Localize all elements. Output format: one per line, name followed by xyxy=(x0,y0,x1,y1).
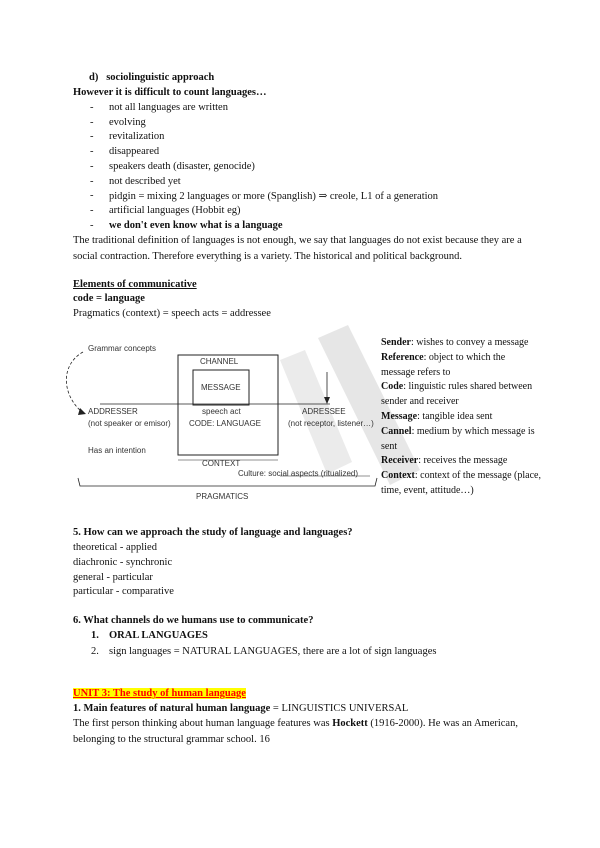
section-d-text: sociolinguistic approach xyxy=(106,72,215,83)
pragmatics-label: PRAGMATICS xyxy=(196,492,249,501)
legend-term: Sender xyxy=(381,337,411,348)
q6-num: 2. xyxy=(91,646,99,657)
list-item: general - particular xyxy=(73,572,153,583)
unit-heading-rest: = LINGUISTICS UNIVERSAL xyxy=(270,703,409,714)
count-heading: However it is difficult to count languages… xyxy=(73,87,267,98)
message-label: MESSAGE xyxy=(201,383,241,392)
speech-act-label: speech act xyxy=(202,407,241,416)
unit-paragraph xyxy=(73,716,535,748)
legend-desc: : medium by which message is sent xyxy=(381,425,535,452)
list-item: diachronic - synchronic xyxy=(73,557,173,568)
bullet-dash: - xyxy=(90,220,94,231)
list-item: speakers death (disaster, genocide) xyxy=(109,161,255,172)
legend-item xyxy=(381,410,541,425)
unit-para-pre: The first person thinking about human language features was xyxy=(73,718,333,729)
legend-desc: : tangible idea sent xyxy=(417,410,493,422)
unit-para-post: (1916-2000). He was an American, belonging to the structural grammar school. 16 xyxy=(73,718,518,745)
unit-title xyxy=(73,688,246,699)
code-line: code = language xyxy=(73,293,145,304)
legend-desc: : wishes to convey a message xyxy=(411,337,529,348)
bullet-dash: - xyxy=(90,176,94,187)
list-item: evolving xyxy=(109,117,146,128)
intention-label: Has an intention xyxy=(88,446,146,455)
legend-desc: : linguistic rules shared between sender and receiver xyxy=(381,381,533,408)
legend-item xyxy=(381,469,541,499)
list-item: disappeared xyxy=(109,146,160,157)
legend-desc: : receives the message xyxy=(418,455,508,467)
legend-term: Context xyxy=(381,470,415,482)
legend-item xyxy=(381,454,541,469)
legend-desc: : object to which the message refers to xyxy=(381,351,506,378)
list-item: sign languages = NATURAL LANGUAGES, there are a lot of sign languages xyxy=(109,646,437,657)
code-label: CODE: LANGUAGE xyxy=(189,419,262,428)
list-item: ORAL LANGUAGES xyxy=(109,630,208,641)
unit-para-bold: Hockett xyxy=(332,718,368,729)
q6-num: 1. xyxy=(91,630,99,641)
list-item: not all languages are written xyxy=(109,102,228,113)
legend-item xyxy=(381,380,541,410)
legend-item xyxy=(381,425,541,455)
legend xyxy=(381,336,541,499)
bullet-dash: - xyxy=(90,146,94,157)
bullet-dash: - xyxy=(90,205,94,216)
list-item: theoretical - applied xyxy=(73,542,157,553)
legend-term: Message xyxy=(381,410,418,422)
pragmatics-line: Pragmatics (context) = speech acts = addressee xyxy=(73,308,271,319)
bullet-dash: - xyxy=(90,102,94,113)
unit-heading xyxy=(73,703,408,714)
q6-heading: 6. What channels do we humans use to communicate? xyxy=(73,615,314,626)
adressee-label: ADRESSEE xyxy=(302,407,346,416)
list-item: revitalization xyxy=(109,131,165,142)
legend-item xyxy=(381,351,541,381)
list-item: particular - comparative xyxy=(73,586,174,597)
culture-label: Culture: social aspects (ritualized) xyxy=(238,469,359,478)
grammar-arc xyxy=(66,352,83,412)
context-label: CONTEXT xyxy=(202,459,241,468)
grammar-concepts-label: Grammar concepts xyxy=(88,344,157,353)
legend-term: Code xyxy=(381,381,404,393)
legend-term: Cannel xyxy=(381,425,412,437)
section-d-label: d) xyxy=(89,72,99,83)
list-item: artificial languages (Hobbit eg) xyxy=(109,205,241,216)
legend-term: Receiver xyxy=(381,455,419,467)
channel-label: CHANNEL xyxy=(200,357,239,366)
addresser-label: ADDRESSER xyxy=(88,407,138,416)
pragmatics-bracket xyxy=(78,478,377,486)
addresser-note: (not speaker or emisor) xyxy=(88,419,171,428)
q5-heading: 5. How can we approach the study of language and languages? xyxy=(73,527,353,538)
bullet-dash: - xyxy=(90,161,94,172)
bullet-dash: - xyxy=(90,131,94,142)
legend-term: Reference xyxy=(381,351,424,363)
unit-heading-bold: 1. Main features of natural human language xyxy=(73,703,271,714)
legend-desc: : context of the message (place, time, event, attitude…) xyxy=(381,470,541,496)
bullet-dash: - xyxy=(90,190,94,201)
elements-heading: Elements of communicative xyxy=(73,279,197,290)
list-item: pidgin = mixing 2 languages or more (Spanglish) ⇒ creole, L1 of a generation xyxy=(109,191,439,202)
definition-paragraph: The traditional definition of languages is not enough, we say that languages do not exist because they are a social contraction. Therefore everything is a variety. The historical and political background. xyxy=(73,235,522,262)
list-item: not described yet xyxy=(109,176,181,187)
adressee-note: (not receptor, listener…) xyxy=(288,419,374,428)
unit-title-text: UNIT 3: The study of human language xyxy=(73,688,246,699)
bullet-dash: - xyxy=(90,117,94,128)
list-item: we don't even know what is a language xyxy=(109,220,283,231)
legend-item xyxy=(381,336,541,351)
